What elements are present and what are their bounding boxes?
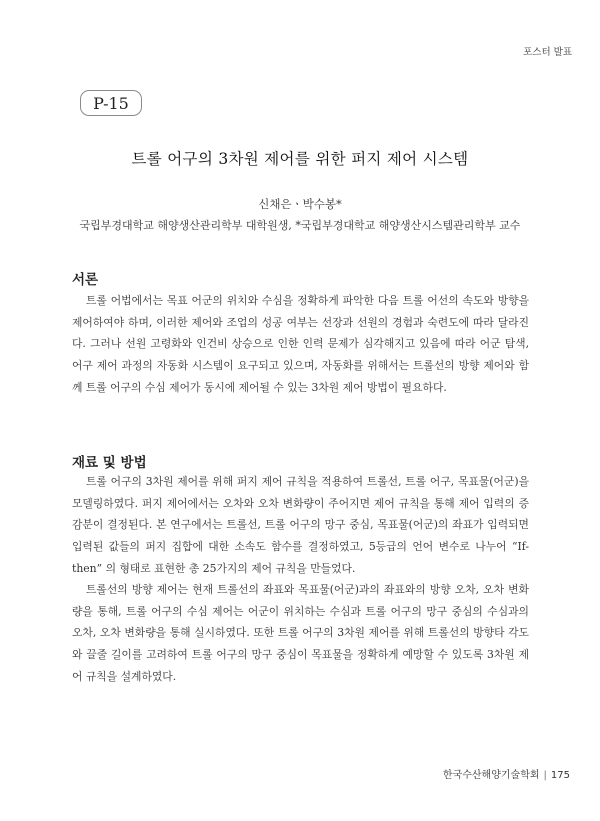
poster-id-badge: P-15 [80,90,142,116]
page-number: 175 [550,770,570,781]
introduction-paragraph: 트롤 어법에서는 목표 어군의 위치와 수심을 정확하게 파악한 다음 트롤 어선의 속도와 방향을 제어하여야 하며, 이러한 제어와 조업의 성공 여부는 선장과 선원의 경험과 숙련도에 따라 달라진다. 그러나 선원 고령화와 인건비 상승으로 인한 인력 문제가 심각해지고 있음에 따라 어군 탐색, 어구 제어 과정의 자동화 시스템이 요구되고 있으며, 자동화를 위해서는 트롤선의 방향 제어와 함께 트롤 어구의 수심 제어가 동시에 제어될 수 있는 3차원 제어 방법이 필요하다. [72,294,529,394]
footer-separator: | [543,770,547,781]
page-footer [443,766,570,781]
methods-paragraph-2: 트롤선의 방향 제어는 현재 트롤선의 좌표와 목표물(어군)과의 좌표와의 방향 오차, 오차 변화량을 통해, 트롤 어구의 수심 제어는 어군이 위치하는 수심과 트롤 어구의 망구 중심의 수심과의 오차, 오차 변화량을 통해 실시하였다. 또한 트롤 어구의 3차원 제어를 위해 트롤선의 방향타 각도와 끌줄 길이를 고려하여 트롤 어구의 망구 중심이 목표물을 정확하게 예망할 수 있도록 3차원 제어 규칙을 설계하였다. [72,583,529,683]
section-heading-introduction: 서론 [72,272,99,288]
methods-paragraph-1: 트롤 어구의 3차원 제어를 위해 퍼지 제어 규칙을 적용하여 트롤선, 트롤 어구, 목표물(어군)을 모델링하였다. 퍼지 제어에서는 오차와 오차 변화량이 주어지면 제어 규칙을 통해 제어 입력의 증감분이 결정된다. 본 연구에서는 트롤선, 트롤 어구의 망구 중심, 목표물(어군)의 좌표가 입력되면 입력된 값들의 퍼지 집합에 대한 소속도 함수를 결정하였고, 5등급의 언어 변수로 나누어 “If-then” 의 형태로 표현한 총 25가지의 제어 규칙을 만들었다. [72,475,529,575]
section-heading-methods: 재료 및 방법 [72,455,147,471]
affiliations: 국립부경대학교 해양생산관리학부 대학원생, *국립부경대학교 해양생산시스템관리학부 교수 [79,219,521,232]
paper-title: 트롤 어구의 3차원 제어를 위한 퍼지 제어 시스템 [131,150,469,168]
section-tag: 포스터 발표 [523,47,572,58]
authors: 신채은ㆍ박수봉* [258,197,342,211]
society-name: 한국수산해양기술학회 [442,770,540,781]
